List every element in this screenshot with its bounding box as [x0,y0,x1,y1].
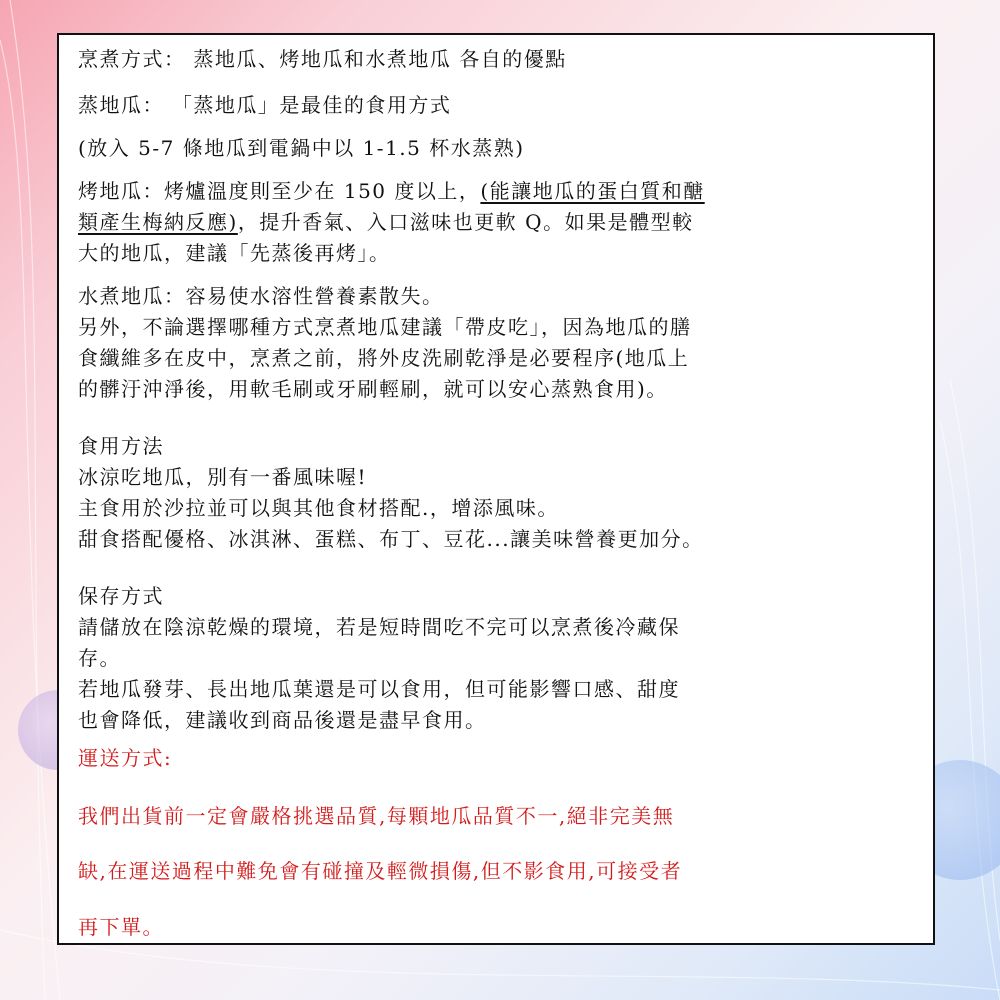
roasted-line-2 [78,206,694,235]
content-card [57,33,935,945]
storage-line-1: 請儲放在陰涼乾燥的環境，若是短時間吃不完可以烹煮後冷藏保 [78,615,680,639]
storage-line-4: 也會降低，建議收到商品後還是盡早食用。 [78,708,487,732]
roasted-line-3: 大的地瓜，建議「先蒸後再烤」。 [78,241,391,265]
shipping-line-3: 再下單。 [78,915,164,939]
cooking-methods-heading: 烹煮方式： 蒸地瓜、烤地瓜和水煮地瓜 各自的優點 [78,47,567,71]
storage-line-3: 若地瓜發芽、長出地瓜葉還是可以食用，但可能影響口感、甜度 [78,677,680,701]
boiled-sweet-potato-line: 水煮地瓜：容易使水溶性營養素散失。 [78,284,444,308]
steam-instruction: (放入 5-7 條地瓜到電鍋中以 1-1.5 杯水蒸熟) [78,136,525,160]
roasted-sweet-potato-line [78,175,705,204]
shipping-line-1: 我們出貨前一定會嚴格挑選品質,每顆地瓜品質不一,絕非完美無 [78,804,675,828]
usage-line-2: 主食用於沙拉並可以與其他食材搭配.，增添風味。 [78,496,559,520]
roasted-text-2: ，提升香氣、入口滋味也更軟 Q。如果是體型較 [237,210,694,234]
usage-line-1: 冰涼吃地瓜，別有一番風味喔! [78,465,368,489]
storage-heading: 保存方式 [78,584,164,608]
maillard-note-part1: (能讓地瓜的蛋白質和醣 [480,179,705,203]
skin-advice-line-2: 食纖維多在皮中，烹煮之前，將外皮洗刷乾淨是必要程序(地瓜上 [78,346,690,370]
storage-line-2: 存。 [78,646,121,670]
roasted-text: 烤地瓜：烤爐溫度則至少在 150 度以上， [78,179,481,203]
usage-line-3: 甜食搭配優格、冰淇淋、蛋糕、布丁、豆花...讓美味營養更加分。 [78,527,704,551]
maillard-note-part2: 類產生梅納反應) [78,210,238,234]
skin-advice-line-3: 的髒汙沖淨後，用軟毛刷或牙刷輕刷，就可以安心蒸熟食用)。 [78,377,668,401]
skin-advice-line-1: 另外，不論選擇哪種方式烹煮地瓜建議「帶皮吃」，因為地瓜的膳 [78,315,692,339]
shipping-heading: 運送方式: [78,746,173,770]
shipping-line-2: 缺,在運送過程中難免會有碰撞及輕微損傷,但不影食用,可接受者 [78,859,683,883]
usage-heading: 食用方法 [78,434,164,458]
steamed-sweet-potato-line: 蒸地瓜： 「蒸地瓜」是最佳的食用方式 [78,93,452,117]
